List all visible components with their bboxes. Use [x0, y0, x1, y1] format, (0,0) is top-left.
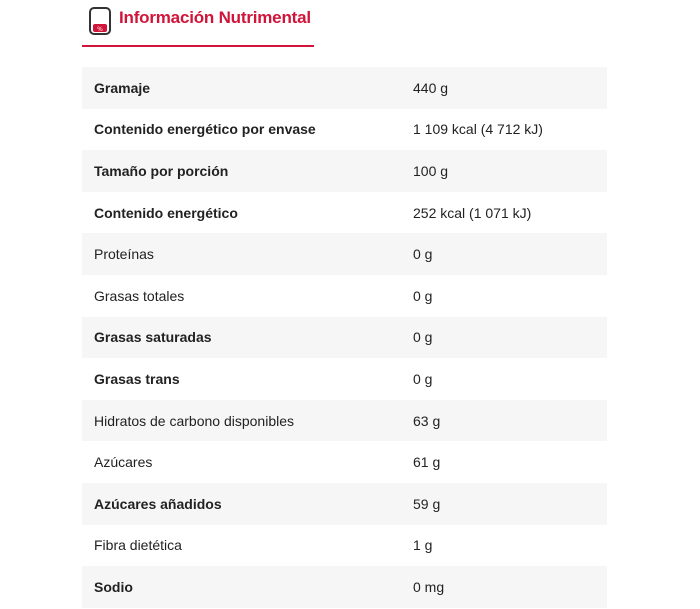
table-row	[82, 150, 607, 192]
row-label: Hidratos de carbono disponibles	[94, 412, 295, 429]
table-row	[82, 192, 607, 234]
row-value: 1 g	[413, 537, 433, 554]
row-label: Tamaño por porción	[94, 162, 229, 179]
table-row	[82, 358, 607, 400]
row-value: 63 g	[413, 412, 441, 429]
row-label: Fibra dietética	[94, 537, 182, 554]
row-value: 1 109 kcal (4 712 kJ)	[413, 121, 543, 138]
row-label: Grasas saturadas	[94, 329, 212, 346]
table-row	[82, 275, 607, 317]
section-header	[82, 0, 314, 47]
table-row	[82, 441, 607, 483]
table-row	[82, 525, 607, 567]
row-label: Azúcares añadidos	[94, 495, 222, 512]
row-value: 0 g	[413, 287, 433, 304]
table-row	[82, 566, 607, 608]
table-row	[82, 400, 607, 442]
table-row	[82, 483, 607, 525]
nutrition-table	[82, 67, 607, 608]
row-label: Sodio	[94, 578, 133, 595]
row-label: Grasas totales	[94, 287, 185, 304]
table-row	[82, 67, 607, 109]
table-row	[82, 317, 607, 359]
row-label: Proteínas	[94, 246, 154, 263]
row-label: Gramaje	[94, 79, 151, 96]
row-value: 252 kcal (1 071 kJ)	[413, 204, 532, 221]
row-value: 59 g	[413, 495, 441, 512]
svg-text:%: %	[97, 26, 103, 33]
row-value: 440 g	[413, 79, 449, 96]
row-value: 0 g	[413, 246, 433, 263]
row-label: Azúcares	[94, 454, 153, 471]
row-value: 0 g	[413, 370, 433, 387]
row-label: Contenido energético	[94, 204, 238, 221]
row-value: 100 g	[413, 162, 449, 179]
section-title: Información Nutrimental	[119, 8, 311, 27]
table-row	[82, 233, 607, 275]
row-value: 0 mg	[413, 578, 445, 595]
row-label: Grasas trans	[94, 370, 180, 387]
row-value: 61 g	[413, 454, 441, 471]
row-label: Contenido energético por envase	[94, 121, 316, 138]
nutrition-label-icon	[88, 6, 112, 36]
row-value: 0 g	[413, 329, 433, 346]
table-row	[82, 109, 607, 151]
